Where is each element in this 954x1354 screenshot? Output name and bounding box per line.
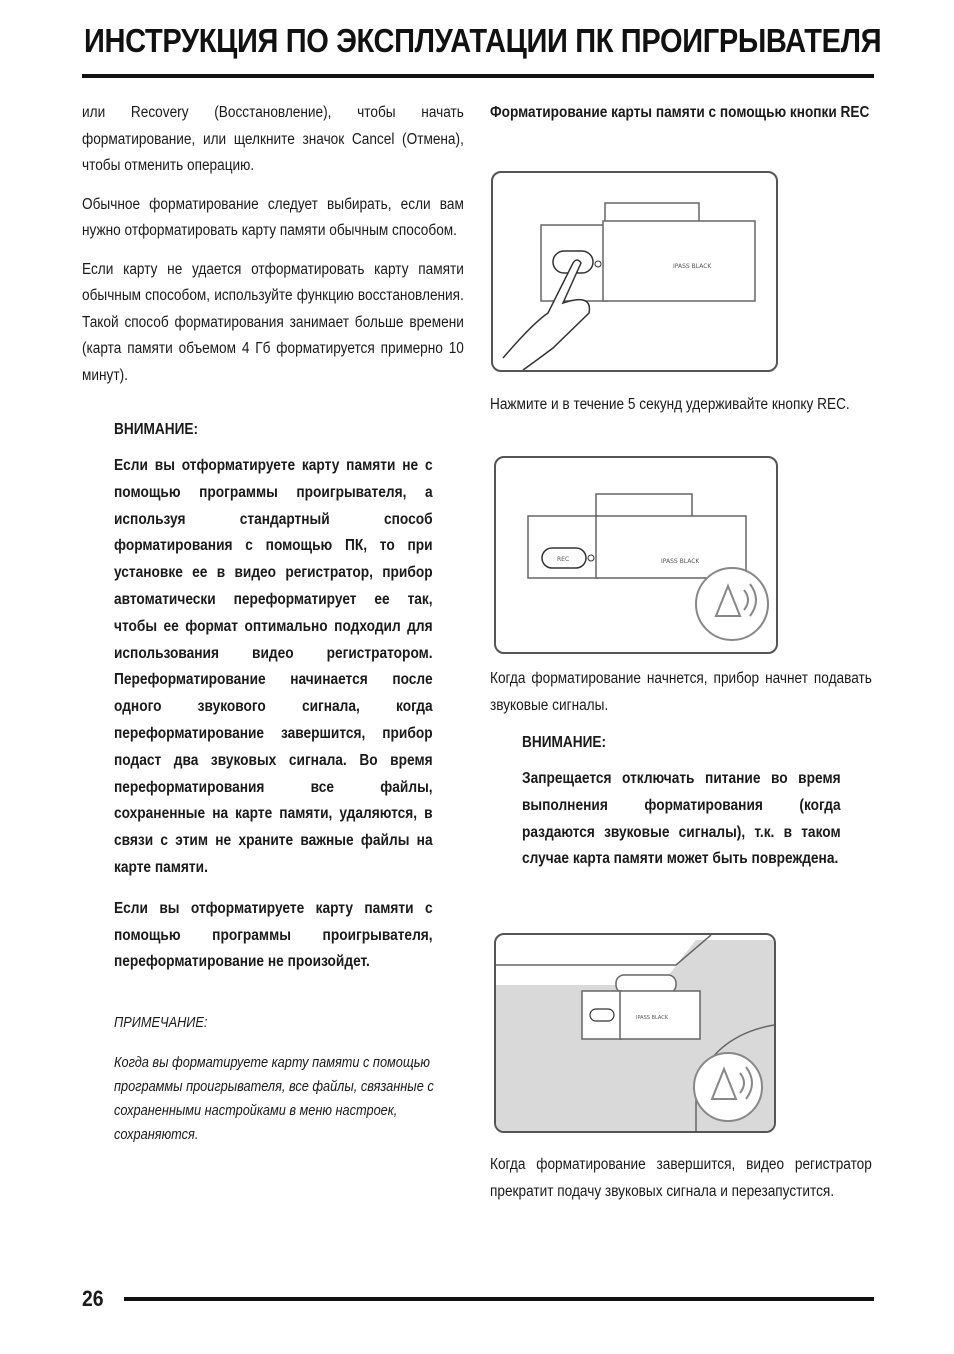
left-column [82,100,464,1147]
note-title: ПРИМЕЧАНИЕ: [114,1014,208,1032]
page-number: 26 [82,1286,104,1311]
device-brand-label-1: IPASS BLACK [673,263,712,270]
device-brand-label-2: IPASS BLACK [661,558,700,565]
note-body: Когда вы форматируете карту памяти с помощью программы проигрывателя, все файлы, связанные с сохраненными настройками в меню настроек, сохраняются. [114,1054,434,1144]
figure-press-rec [491,171,778,372]
warning-title-left: ВНИМАНИЕ: [114,421,199,438]
footer-rule [124,1297,874,1301]
left-paragraph-2: Обычное форматирование следует выбирать, если вам нужно отформатировать карту памяти обычным способом. [82,195,464,239]
left-paragraph-3: Если карту не удается отформатировать карту памяти обычным способом, используйте функцию восстановления. Такой способ форматирования занимает больше времени (карта памяти объемом 4 Гб форматируется примерно 10 минут). [82,260,464,384]
windshield-illustration [496,935,774,1131]
caption-press-rec: Нажмите и в течение 5 секунд удерживайте кнопку REC. [490,396,850,413]
header-rule [82,74,874,78]
figure-beep-end [494,933,776,1133]
device-beep-illustration [496,458,776,652]
warning-paragraph-1: Если вы отформатируете карту памяти не с помощью программы проигрывателя, а используя стандартный способ форматирования с помощью ПК, то при установке ее в видео регистратор, прибор автоматически переформатирует ее так, чтобы ее формат оптимально подходил для использования видео регистратором. Переформатирование начинается после одного звукового сигнала, когда переформатирование завершится, прибор подаст два звуковых сигнала. Во время переформатирования все файлы, сохраненные на карте памяти, удаляются, в связи с этим не храните важные файлы на карте памяти. [114,457,433,876]
warning-right-body: Запрещается отключать питание во время выполнения форматирования (когда раздаются звуковые сигналы), т.к. в таком случае карта памяти может быть повреждена. [522,770,841,868]
warning-paragraph-2: Если вы отформатируете карту памяти с помощью программы проигрывателя, переформатирование не произойдет. [114,899,433,971]
page-title: ИНСТРУКЦИЯ ПО ЭКСПЛУАТАЦИИ ПК ПРОИГРЫВАТЕЛЯ [84,22,882,59]
left-paragraph-1: или Recovery (Восстановление), чтобы начать форматирование, или щелкните значок Cancel (Отмена), чтобы отменить операцию. [82,104,464,174]
figure-beep-start [494,456,778,654]
warning-title-right: ВНИМАНИЕ: [522,734,607,751]
device-press-illustration [493,173,776,370]
device-brand-label-3: IPASS BLACK [636,1015,668,1021]
rec-button-label-1: REC [557,556,570,563]
section-heading: Форматирование карты памяти с помощью кнопки REC [490,104,870,121]
caption-beep-end: Когда форматирование завершится, видео регистратор прекратит подачу звуковых сигнала и перезапустится. [490,1156,872,1200]
caption-beep-start: Когда форматирование начнется, прибор начнет подавать звуковые сигналы. [490,670,872,714]
